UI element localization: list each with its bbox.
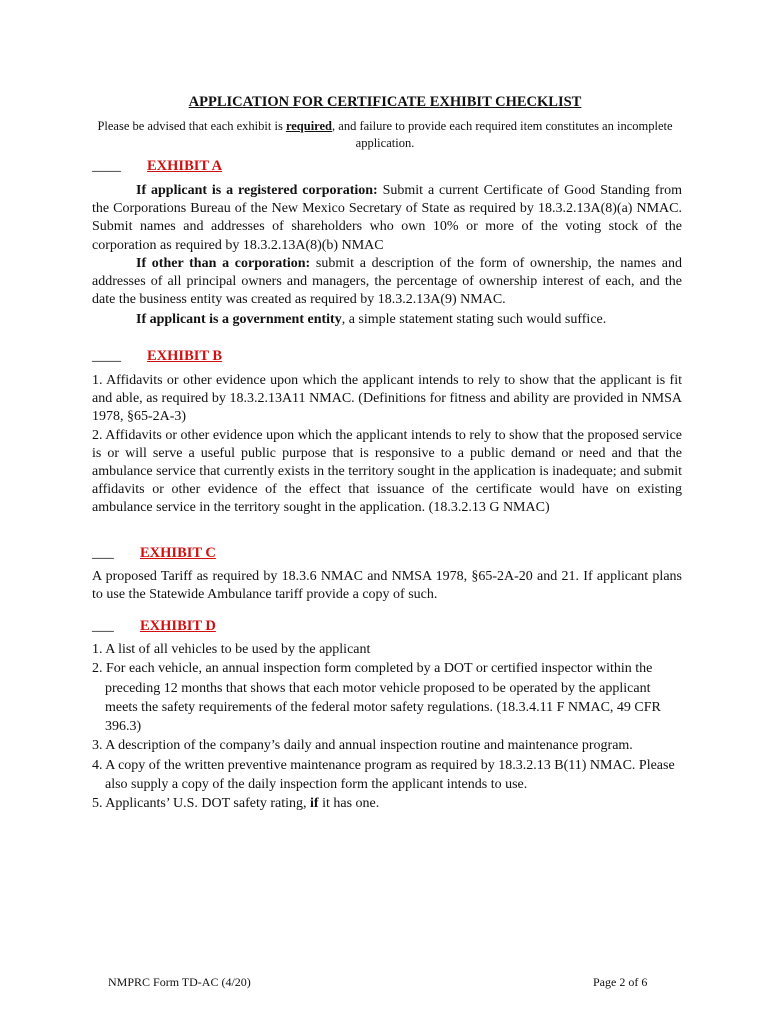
exhibit-c-text: A proposed Tariff as required by 18.3.6 NMAC and NMSA 1978, §65-2A-20 and 21. If applicant plans to use the Statewide Ambulance tariff provide a copy of such.: [92, 569, 682, 603]
exhibit-d-item-3: 3. A description of the company’s daily and annual inspection routine and maintenance program.: [92, 738, 633, 754]
exhibit-a-corporation-paragraph: [92, 182, 682, 255]
intro-text-before: Please be advised that each exhibit is: [97, 119, 286, 133]
exhibit-b-label: EXHIBIT B: [147, 348, 223, 364]
page-title: APPLICATION FOR CERTIFICATE EXHIBIT CHECKLIST: [188, 94, 582, 110]
exhibit-a-heading: [92, 157, 222, 175]
exhibit-b-checkbox-line[interactable]: ____: [92, 348, 121, 364]
page-number-footer: Page 2 of 6: [593, 975, 648, 989]
exhibit-c-label: EXHIBIT C: [140, 545, 216, 561]
exhibit-a-noncorp-lead: If other than a corporation:: [136, 255, 311, 271]
exhibit-d-item-1: 1. A list of all vehicles to be used by the applicant: [92, 642, 371, 657]
intro-required-emphasis: required: [285, 119, 333, 133]
exhibit-b-item-1: 1. Affidavits or other evidence upon which the applicant intends to rely to show that the applicant is fit and able, as required by 18.3.2.13A11 NMAC. (Definitions for fitness and ability are provided in NMSA 1978, §65-2A-3): [92, 373, 682, 425]
exhibit-b-heading: [92, 347, 222, 365]
exhibit-c-checkbox-line[interactable]: ___: [92, 545, 114, 561]
exhibit-a-government-paragraph: [92, 311, 682, 329]
exhibit-d-item-5: [92, 794, 682, 813]
exhibit-a-government-lead: If applicant is a government entity: [136, 312, 342, 328]
exhibit-a-corporation-text: Submit a current Certificate of Good Standing from the Corporations Bureau of the New Mexico Secretary of State as required by 18.3.2.13A(8)(a) NMAC. Submit names and addresses of shareholders who own 10% or more of the voting stock of the corporation as required by 18.3.2.13A(8)(b) NMAC: [92, 183, 682, 253]
form-number-footer: NMPRC Form TD-AC (4/20): [108, 975, 251, 989]
exhibit-b-body: [92, 372, 682, 518]
exhibit-d-item-2: 2. For each vehicle, an annual inspection form completed by a DOT or certified inspector within the preceding 12 months that shows that each motor vehicle proposed to be operated by the applicant meets the safety requirements of the federal motor safety regulations. (18.3.4.11 F NMAC, 49 CFR 396.3): [92, 661, 661, 735]
exhibit-d-label: EXHIBIT D: [140, 618, 216, 634]
exhibit-d-item-4: 4. A copy of the written preventive maintenance program as required by 18.3.2.13 B(11) NMAC. Please also supply a copy of the daily inspection form the applicant intends to use.: [92, 757, 675, 793]
exhibit-a-body: [92, 182, 682, 330]
exhibit-d-item-5-text: 5. Applicants’ U.S. DOT safety rating,: [92, 796, 311, 812]
exhibit-c-heading: [92, 544, 216, 562]
intro-text-after: , and failure to provide each required item constitutes an incomplete application.: [332, 119, 673, 150]
exhibit-d-item-5-emphasis: if: [310, 796, 319, 812]
exhibit-d-checkbox-line[interactable]: ___: [92, 618, 114, 634]
exhibit-a-government-text: , a simple statement stating such would suffice.: [341, 312, 607, 328]
exhibit-a-label: EXHIBIT A: [147, 158, 223, 174]
exhibit-c-body: [92, 568, 682, 604]
exhibit-a-corporation-lead: If applicant is a registered corporation:: [136, 183, 378, 198]
exhibit-a-noncorp-text: submit a description of the form of ownership, the names and addresses of all principal owners and managers, the percentage of ownership interest of each, and the date the business entity was created as required by 18.3.2.13A(9) NMAC.: [92, 255, 682, 308]
exhibit-d-item-5-tail: it has one.: [318, 796, 380, 812]
exhibit-d-list: [92, 640, 682, 814]
exhibit-b-item-2: 2. Affidavits or other evidence upon which the applicant intends to rely to show that the proposed service is or will serve a useful public purpose that is responsive to a public demand or need and that the ambulance service that currently exists in the territory sought in the application is inadequate; and submit affidavits or other evidence of the effect that issuance of the certificate would have on existing ambulance service in the territory sought in the application. (18.3.2.13 G NMAC): [92, 427, 682, 516]
intro-notice: [80, 118, 690, 152]
exhibit-d-heading: [92, 617, 216, 635]
exhibit-a-noncorp-paragraph: [92, 255, 682, 310]
exhibit-a-checkbox-line[interactable]: ____: [92, 158, 121, 174]
